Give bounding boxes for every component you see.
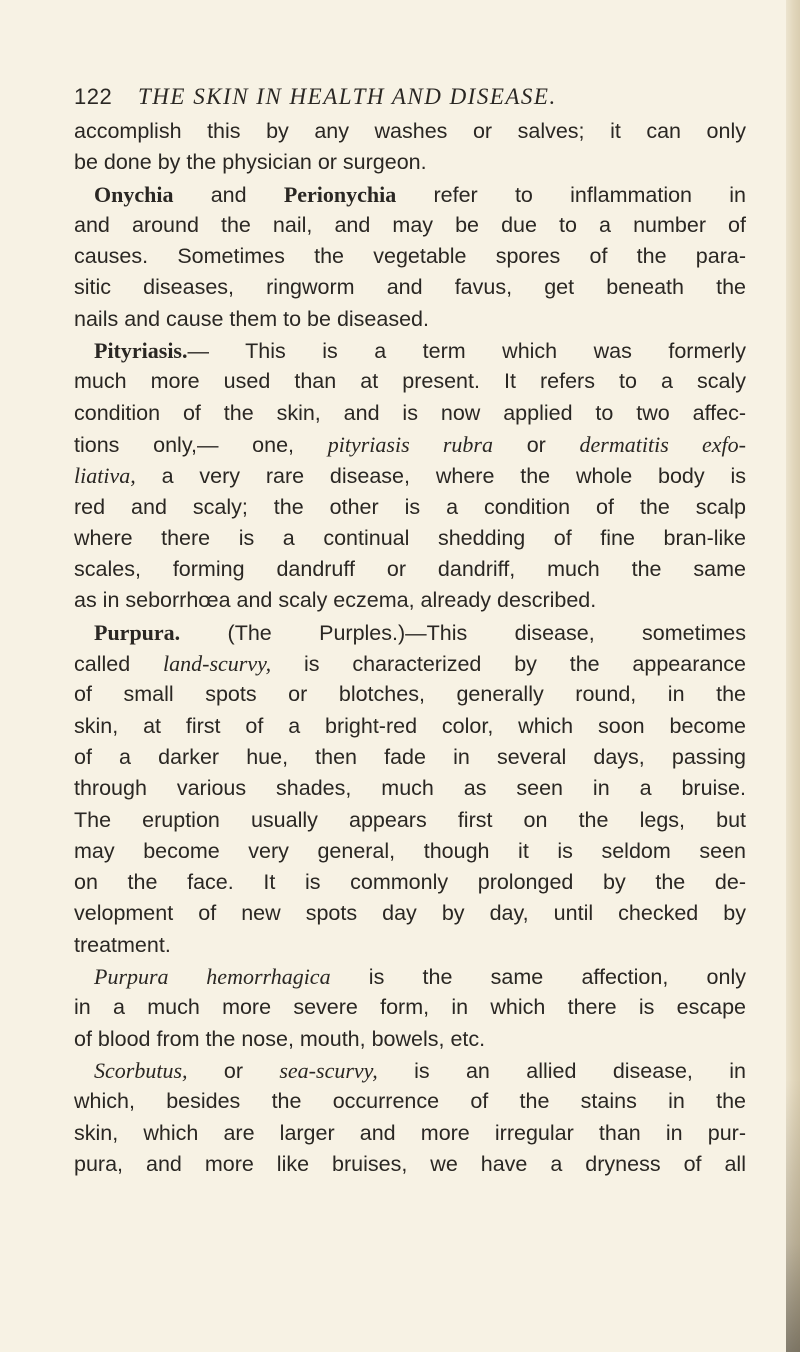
text-run: or — [187, 1058, 280, 1083]
text-line — [74, 617, 746, 648]
text-run: called — [74, 652, 163, 677]
text-run: is the same affection, only — [330, 965, 746, 990]
text-line: and around the nail, and may be due to a number of — [74, 212, 746, 237]
text-line: of a darker hue, then fade in several days, passing — [74, 744, 746, 769]
text-run: refer to inflammation in — [396, 182, 746, 207]
italic-term: sea-scurvy, — [279, 1057, 378, 1083]
italic-term: liativa, — [74, 463, 136, 489]
text-line: in a much more severe form, in which there is escape — [74, 995, 746, 1020]
text-line: accomplish this by any washes or salves; it can only — [74, 119, 746, 143]
text-line: velopment of new spots day by day, until checked by — [74, 901, 746, 926]
text-line — [74, 179, 746, 210]
text-line: where there is a continual shedding of fine bran-like — [74, 525, 746, 550]
text-line: skin, which are larger and more irregular than in pur- — [74, 1120, 746, 1145]
text-line: treatment. — [74, 932, 171, 957]
text-line — [74, 648, 746, 679]
italic-term: dermatitis exfo- — [579, 431, 746, 457]
term-perionychia: Perionychia — [283, 181, 397, 207]
text-line: nails and cause them to be diseased. — [74, 306, 429, 331]
text-line — [74, 961, 746, 992]
running-head — [74, 84, 746, 116]
italic-term: Scorbutus, — [94, 1057, 188, 1083]
text-line: red and scaly; the other is a condition of the scalp — [74, 494, 746, 519]
text-line: which, besides the occurrence of the stains in the — [74, 1089, 746, 1114]
text-line: condition of the skin, and is now applied to two affec- — [74, 400, 746, 425]
italic-term: Purpura hemorrhagica — [94, 964, 331, 990]
text-line: may become very general, though it is seldom seen — [74, 838, 746, 863]
text-run: is an allied disease, in — [377, 1058, 746, 1083]
text-line: scales, forming dandruff or dandriff, much the same — [74, 557, 746, 582]
page-text — [74, 84, 746, 1180]
page-edge-shadow — [786, 1080, 800, 1352]
text-line: as in seborrhœa and scaly eczema, already described. — [74, 588, 597, 613]
text-line: of small spots or blotches, generally round, in the — [74, 682, 746, 707]
page-number: 122 — [74, 84, 113, 109]
text-line: skin, at first of a bright-red color, which soon become — [74, 713, 746, 738]
text-run: a very rare disease, where the whole body is — [135, 464, 746, 489]
text-line — [74, 460, 746, 491]
term-pityriasis: Pityriasis. — [94, 338, 188, 364]
text-line: The eruption usually appears first on the legs, but — [74, 807, 746, 832]
text-run: is characterized by the appearance — [271, 652, 746, 677]
text-run: (The Purples.)—This disease, sometimes — [180, 620, 746, 645]
text-line: much more used than at present. It refers to a scaly — [74, 369, 746, 394]
text-line: pura, and more like bruises, we have a dryness of all — [74, 1151, 746, 1176]
text-line: be done by the physician or surgeon. — [74, 150, 427, 175]
text-run: and — [173, 182, 284, 207]
text-line: through various shades, much as seen in a bruise. — [74, 776, 746, 801]
text-line: sitic diseases, ringworm and favus, get beneath the — [74, 275, 746, 300]
text-line — [74, 1055, 746, 1086]
term-purpura: Purpura. — [94, 619, 181, 645]
text-line — [74, 429, 746, 460]
text-line: causes. Sometimes the vegetable spores of the para- — [74, 244, 746, 269]
text-run: tions only,— one, — [74, 432, 328, 457]
text-line — [74, 335, 746, 366]
text-line: on the face. It is commonly prolonged by the de- — [74, 870, 746, 895]
term-onychia: Onychia — [94, 181, 174, 207]
text-run: or — [493, 432, 580, 457]
text-run: — This is a term which was formerly — [187, 339, 746, 364]
running-title: THE SKIN IN HEALTH AND DISEASE. — [138, 84, 557, 109]
text-line: of blood from the nose, mouth, bowels, etc. — [74, 1026, 486, 1051]
italic-term: pityriasis rubra — [327, 431, 493, 457]
italic-term: land-scurvy, — [163, 651, 272, 677]
